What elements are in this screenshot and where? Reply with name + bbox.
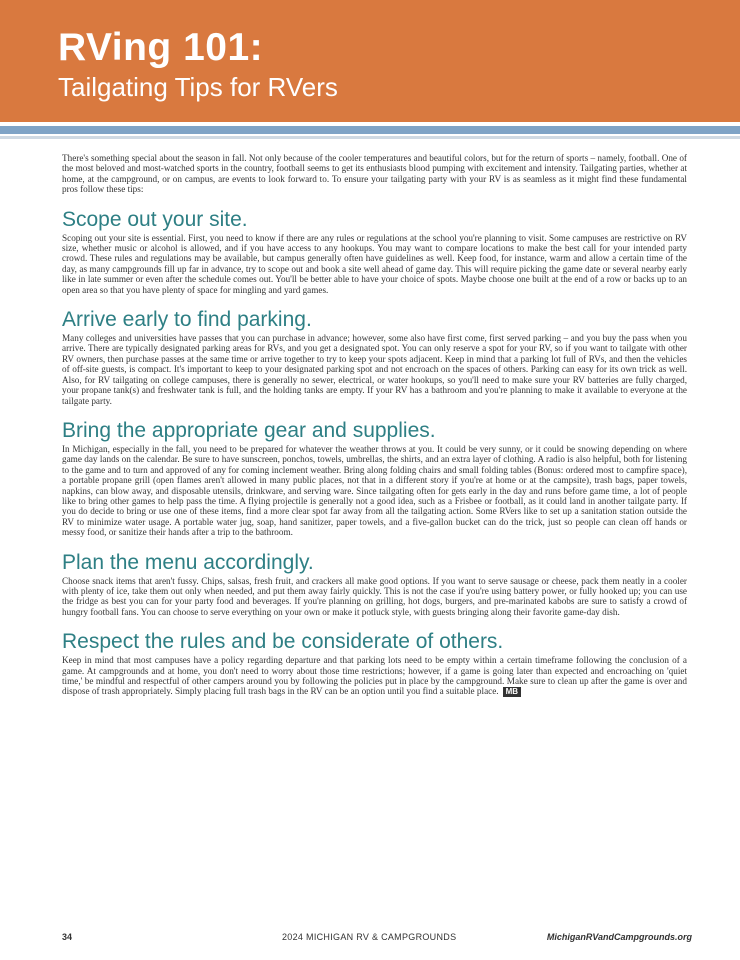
- section-heading: Arrive early to find parking.: [62, 308, 312, 332]
- page-title: RVing 101:: [58, 26, 264, 69]
- publication-name: 2024 MICHIGAN RV & CAMPGROUNDS: [282, 932, 457, 942]
- section-body: [62, 655, 687, 697]
- section-heading: Plan the menu accordingly.: [62, 550, 314, 574]
- section-body: Scoping out your site is essential. First, you need to know if there are any rules or regulations at the school you're planning to visit. Some campuses are restrictive on RV size, whether music or alcohol is allowed, and if you have access to any hookups. You may want to compare locations to make the best call for your intended party crowd. These rules and regulations may be available, but campus generally often have guidelines as well. Keep food, for instance, warm and allow a certain time of the day, as many campgrounds fill up far in advance, try to scope out and book a site well ahead of game day. This will require picking the game date or several nearby early like in late summer or even after the schedule comes out. You'll be better able to have your choice of spots. Maybe choose one built at the end of a row or backs up to an open area so that you have plenty of space for mingling and yard games.: [62, 232, 687, 295]
- section-respect-rules: [62, 629, 687, 697]
- section-heading: Bring the appropriate gear and supplies.: [62, 418, 436, 442]
- website-link[interactable]: MichiganRVandCampgrounds.org: [546, 932, 692, 942]
- section-body: Choose snack items that aren't fussy. Chips, salsas, fresh fruit, and crackers all make good options. If you want to serve sausage or cheese, pack them neatly in a cooler with plenty of ice, take them out only when needed, and put them away fairly quickly. This is not the case if you're using battery power, or fully hooked up; you can use the fridge as best you can for your party food and beverages. If you're planning on grilling, hot dogs, burgers, and pre-marinated kabobs are sure to satisfy a crowd of hungry football fans. You can choose to serve everything on your own or make it potluck style, with guests bringing along their favorite game-day dish.: [62, 575, 687, 617]
- section-body: Many colleges and universities have passes that you can purchase in advance; however, some also have first come, first served parking – and you buy the pass when you arrive. There are typically designated parking areas for RVs, and you get a designated spot. You can only reserve a spot for your RV, so if you want to tailgate with other RV owners, then purchase passes at the same time or arrive together to try to keep your spots adjacent. Keep in mind that a parking lot full of RVs, and then the vehicles of off-site guests, is compact. It's important to keep to your designated parking spot and not encroach on the spaces of others. Parking can easy for its own trick as well. Also, for RV tailgating on college campuses, there is generally no sewer, electrical, or water hookups, so you'll need to make sure your RV batteries are fully charged, your propane tank(s) and freshwater tank is full, and the holding tanks are empty. If your RV has a bathroom and you're planning to make it available to everyone at the tailgate party.: [62, 333, 687, 406]
- intro-paragraph: There's something special about the season in fall. Not only because of the cooler temperatures and beautiful colors, but for the return of sports – namely, football. One of the most beloved and most-watched sports in the country, football seems to get its enthusiasts blood pumping with excitement and intensity. Tailgating parties, whether at home, at the campground, or on campus, are events to look forward to. To ensure your tailgating party with your RV is as seamless as it might find these fundamental pros follow these tips:: [62, 153, 687, 195]
- section-arrive-early: [62, 307, 687, 406]
- header-stripe: [0, 126, 740, 134]
- section-scope-site: [62, 207, 687, 295]
- page-subtitle: Tailgating Tips for RVers: [58, 72, 338, 102]
- section-heading: Scope out your site.: [62, 207, 248, 231]
- article-body: [62, 153, 687, 697]
- section-body-text: Keep in mind that most campuses have a policy regarding departure and that parking lots need to be empty within a certain timeframe following the conclusion of a game. At campgrounds and at home, you don't need to worry about those time restrictions; however, if a game is going later than expected and encroaching on 'quiet time,' be mindful and respectful of other campers around you by following the policies put in place by the campground. Make sure to clean up after the game is over and dispose of trash appropriately. Simply placing full trash bags in the RV can be an option until you find a suitable place.: [62, 655, 687, 697]
- page-header: [0, 0, 740, 122]
- section-body: In Michigan, especially in the fall, you need to be prepared for whatever the weather throws at you. It could be very sunny, or it could be snowing depending on where game day lands on the calendar. Be sure to have sunscreen, ponchos, towels, umbrellas, the shirts, and an extra layer of clothing. A radio is also helpful, both for listening to the game and to turn and approved of any for coming inclement weather. Bring along folding chairs and small folding tables (Bonus: ordered most to campfire space), a portable propane grill (open flames aren't allowed in many public places, not that in a different story if you're at home or at the campsite), trash bags, paper towels, napkins, can blow away, and disposable utensils, drinkware, and serving ware. Since tailgating often for gets early in the day and runs before game time, a lot of people like to bring other games to help pass the time. A flying projectile is generally not a good idea, such as a Frisbee or football, as it could land in another tailgate party. If you do decide to bring or use one of these items, find a more clear spot far away from all the tailgating action. Some RVers like to set up a sanitation station outside the RV to minimize water usage. A portable water jug, soap, hand sanitizer, paper towels, and a five-gallon bucket can do the trick, just so people can clean off hands or messy food, or sanitize their hands after a trip to the bathroom.: [62, 443, 687, 538]
- page-number: 34: [62, 932, 73, 942]
- end-mark: MB: [503, 687, 521, 697]
- page-footer: [62, 932, 692, 946]
- section-heading: Respect the rules and be considerate of others.: [62, 630, 504, 654]
- header-stripe-thin: [0, 136, 740, 139]
- section-gear-supplies: [62, 418, 687, 538]
- section-plan-menu: [62, 550, 687, 618]
